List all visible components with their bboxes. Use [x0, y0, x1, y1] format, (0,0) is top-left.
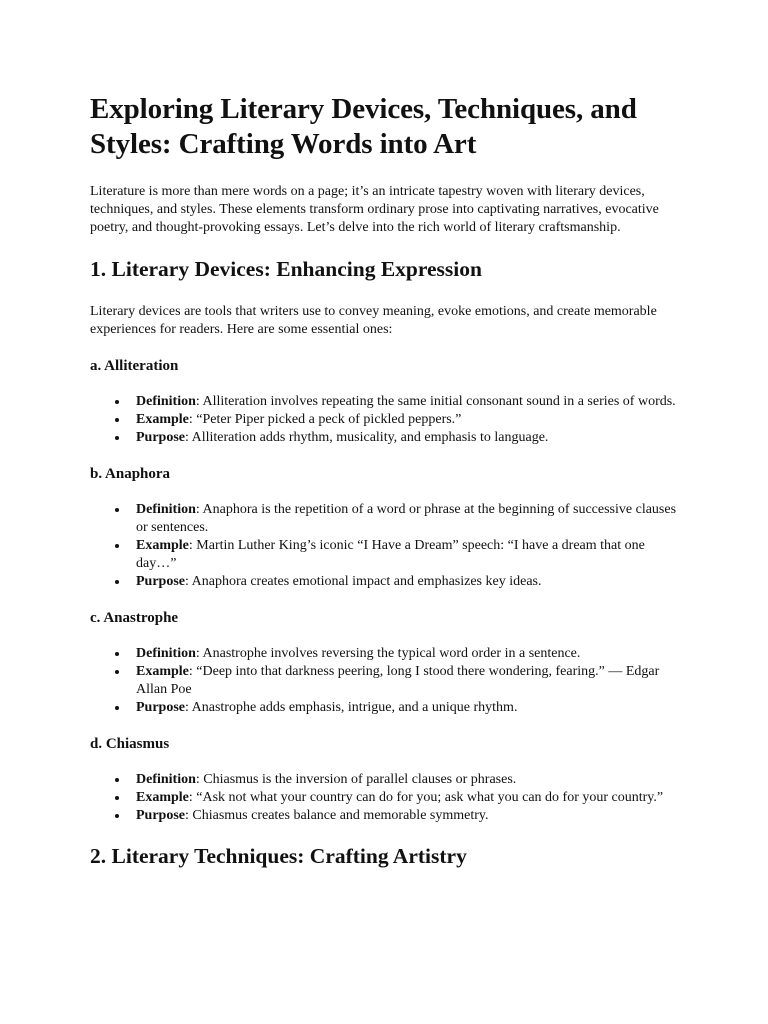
term-label: Example: [136, 664, 189, 679]
device-chiasmus: [90, 735, 680, 825]
term-label: Example: [136, 790, 189, 805]
term-text: : Anaphora creates emotional impact and emphasizes key ideas.: [185, 574, 542, 589]
list-item: [136, 699, 680, 717]
term-text: : Anaphora is the repetition of a word or phrase at the beginning of successive clauses or sentences.: [136, 502, 677, 535]
section-1-intro: Literary devices are tools that writers use to convey meaning, evoke emotions, and create memorable experiences for readers. Here are some essential ones:: [90, 304, 657, 337]
list-item: [136, 501, 680, 537]
list-item: [136, 411, 680, 429]
device-list: [90, 393, 680, 447]
term-label: Definition: [136, 502, 196, 517]
list-item: [136, 645, 680, 663]
section-2-heading: 2. Literary Techniques: Crafting Artistry: [90, 844, 467, 868]
term-text: : Chiasmus is the inversion of parallel clauses or phrases.: [195, 772, 517, 787]
device-heading: d. Chiasmus: [90, 736, 170, 752]
device-list: [90, 645, 680, 717]
device-list: [90, 501, 680, 591]
device-heading: b. Anaphora: [90, 466, 171, 482]
device-heading: a. Alliteration: [90, 358, 179, 374]
device-heading: c. Anastrophe: [90, 610, 179, 626]
term-text: : Anastrophe involves reversing the typical word order in a sentence.: [195, 646, 581, 661]
device-anastrophe: [90, 609, 680, 717]
list-item: [136, 663, 680, 699]
list-item: [136, 789, 680, 807]
term-label: Purpose: [136, 430, 185, 445]
term-text: : “Ask not what your country can do for you; ask what you can do for your country.”: [188, 790, 664, 805]
term-label: Purpose: [136, 574, 185, 589]
list-item: [136, 807, 680, 825]
term-label: Purpose: [136, 700, 185, 715]
term-text: : Alliteration adds rhythm, musicality, and emphasis to language.: [185, 430, 549, 445]
term-label: Definition: [136, 772, 196, 787]
term-text: : Chiasmus creates balance and memorable symmetry.: [185, 808, 489, 823]
term-text: : “Deep into that darkness peering, long I stood there wondering, fearing.” — Edgar Allan Poe: [136, 664, 660, 697]
list-item: [136, 429, 680, 447]
document-page: [90, 92, 680, 890]
term-label: Definition: [136, 646, 196, 661]
device-anaphora: [90, 465, 680, 591]
list-item: [136, 573, 680, 591]
term-text: : Anastrophe adds emphasis, intrigue, and a unique rhythm.: [185, 700, 518, 715]
section-1-heading: 1. Literary Devices: Enhancing Expression: [90, 257, 482, 281]
term-text: : “Peter Piper picked a peck of pickled peppers.”: [188, 412, 462, 427]
term-text: : Alliteration involves repeating the same initial consonant sound in a series of words.: [195, 394, 676, 409]
device-alliteration: [90, 357, 680, 447]
list-item: [136, 393, 680, 411]
list-item: [136, 771, 680, 789]
intro-paragraph: Literature is more than mere words on a page; it’s an intricate tapestry woven with literary devices, techniques, and styles. These elements transform ordinary prose into captivating narratives, evocative poetry, and thought-provoking essays. Let’s delve into the rich world of literary craftsmanship.: [90, 184, 659, 235]
term-label: Example: [136, 412, 189, 427]
list-item: [136, 537, 680, 573]
term-label: Definition: [136, 394, 196, 409]
term-text: : Martin Luther King’s iconic “I Have a Dream” speech: “I have a dream that one day…”: [136, 538, 645, 571]
device-list: [90, 771, 680, 825]
page-title: Exploring Literary Devices, Techniques, and Styles: Crafting Words into Art: [90, 93, 637, 160]
term-label: Example: [136, 538, 189, 553]
term-label: Purpose: [136, 808, 185, 823]
